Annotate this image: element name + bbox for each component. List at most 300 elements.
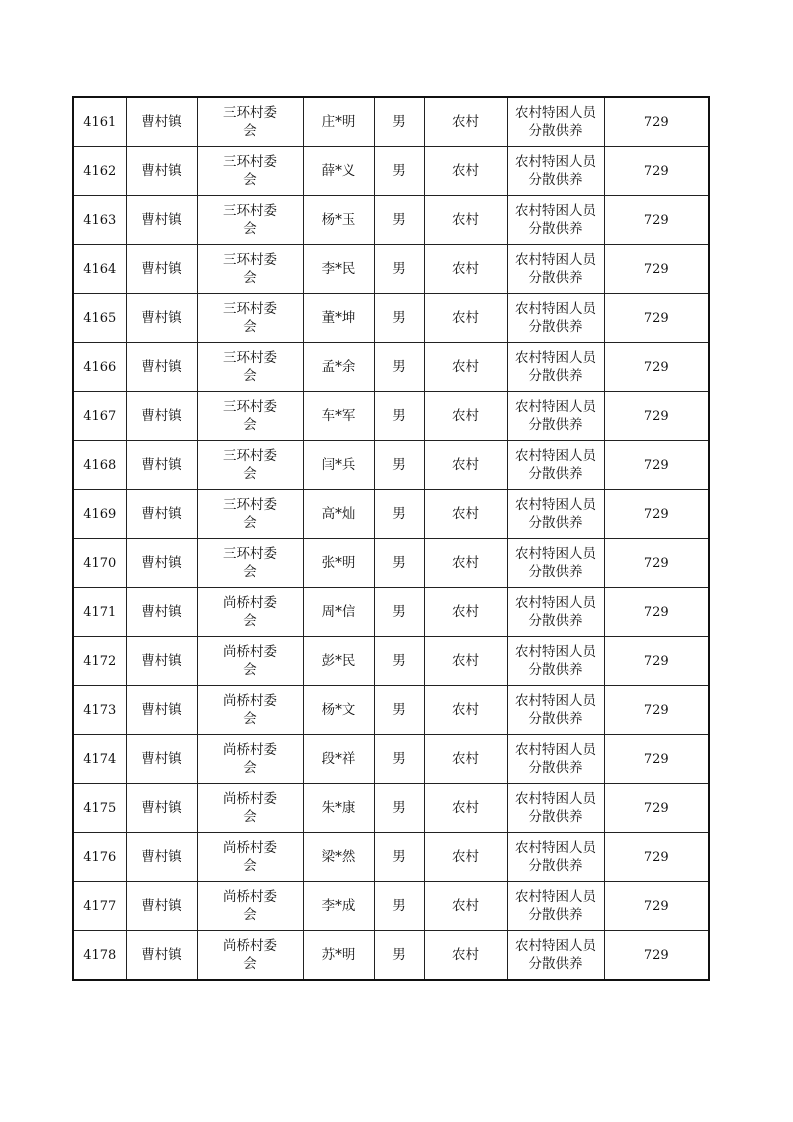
- cell-type: [507, 196, 604, 245]
- table-row: [73, 147, 709, 196]
- cell-id: [73, 392, 126, 441]
- cell-village-text: 尚桥村委会: [223, 644, 277, 678]
- cell-sex-text: 男: [392, 114, 406, 130]
- cell-village-text: 三环村委会: [223, 399, 277, 433]
- cell-village-text: 三环村委会: [223, 350, 277, 384]
- cell-area: [424, 931, 507, 981]
- cell-town: [126, 882, 197, 931]
- cell-village: [197, 735, 303, 784]
- cell-village: [197, 882, 303, 931]
- cell-village: [197, 196, 303, 245]
- cell-village: [197, 147, 303, 196]
- cell-village-text: 三环村委会: [223, 252, 277, 286]
- cell-town-text: 曹村镇: [141, 163, 182, 179]
- cell-type-text: 农村特困人员分散供养: [515, 546, 596, 580]
- cell-village: [197, 686, 303, 735]
- cell-area-text: 农村: [452, 261, 479, 277]
- cell-name: [303, 147, 374, 196]
- cell-town: [126, 588, 197, 637]
- cell-sex: [374, 882, 424, 931]
- cell-town: [126, 294, 197, 343]
- cell-area: [424, 147, 507, 196]
- cell-village: [197, 392, 303, 441]
- cell-town-text: 曹村镇: [141, 212, 182, 228]
- cell-sex-text: 男: [392, 947, 406, 963]
- cell-name-text: 杨*文: [321, 702, 356, 718]
- table-row: [73, 539, 709, 588]
- cell-id-text: 4171: [83, 604, 117, 620]
- cell-village: [197, 637, 303, 686]
- cell-type: [507, 784, 604, 833]
- cell-area: [424, 97, 507, 147]
- cell-amount: [604, 931, 709, 981]
- cell-amount: [604, 147, 709, 196]
- cell-type: [507, 147, 604, 196]
- cell-village: [197, 294, 303, 343]
- table-row: [73, 196, 709, 245]
- cell-village-text: 三环村委会: [223, 203, 277, 237]
- cell-name-text: 董*坤: [321, 310, 356, 326]
- cell-area-text: 农村: [452, 359, 479, 375]
- cell-sex: [374, 931, 424, 981]
- cell-village: [197, 539, 303, 588]
- cell-id-text: 4167: [83, 408, 117, 424]
- cell-town-text: 曹村镇: [141, 261, 182, 277]
- cell-town: [126, 637, 197, 686]
- cell-town: [126, 686, 197, 735]
- cell-name: [303, 931, 374, 981]
- cell-area-text: 农村: [452, 653, 479, 669]
- cell-type: [507, 833, 604, 882]
- cell-amount-text: 729: [643, 800, 669, 816]
- cell-id: [73, 931, 126, 981]
- cell-village-text: 三环村委会: [223, 448, 277, 482]
- table-row: [73, 735, 709, 784]
- cell-town-text: 曹村镇: [141, 653, 182, 669]
- cell-amount-text: 729: [643, 751, 669, 767]
- cell-area-text: 农村: [452, 898, 479, 914]
- cell-name: [303, 294, 374, 343]
- cell-village-text: 三环村委会: [223, 301, 277, 335]
- cell-area: [424, 441, 507, 490]
- cell-amount-text: 729: [643, 359, 669, 375]
- cell-town-text: 曹村镇: [141, 702, 182, 718]
- cell-sex-text: 男: [392, 849, 406, 865]
- cell-sex: [374, 196, 424, 245]
- cell-village: [197, 833, 303, 882]
- cell-town-text: 曹村镇: [141, 604, 182, 620]
- cell-area-text: 农村: [452, 702, 479, 718]
- cell-id: [73, 539, 126, 588]
- cell-town: [126, 833, 197, 882]
- cell-id: [73, 686, 126, 735]
- cell-type: [507, 343, 604, 392]
- cell-town: [126, 196, 197, 245]
- cell-type: [507, 882, 604, 931]
- cell-sex-text: 男: [392, 898, 406, 914]
- cell-sex-text: 男: [392, 506, 406, 522]
- cell-id-text: 4165: [83, 310, 117, 326]
- cell-sex: [374, 441, 424, 490]
- cell-name: [303, 245, 374, 294]
- cell-name: [303, 784, 374, 833]
- cell-village-text: 三环村委会: [223, 105, 277, 139]
- cell-id-text: 4172: [83, 653, 117, 669]
- cell-name: [303, 833, 374, 882]
- cell-amount: [604, 637, 709, 686]
- cell-village: [197, 490, 303, 539]
- cell-name: [303, 735, 374, 784]
- cell-area-text: 农村: [452, 555, 479, 571]
- cell-sex: [374, 637, 424, 686]
- cell-amount: [604, 245, 709, 294]
- cell-name-text: 段*祥: [321, 751, 356, 767]
- cell-town: [126, 931, 197, 981]
- cell-village-text: 三环村委会: [223, 497, 277, 531]
- cell-amount: [604, 539, 709, 588]
- cell-sex: [374, 686, 424, 735]
- cell-amount-text: 729: [643, 506, 669, 522]
- cell-amount: [604, 343, 709, 392]
- cell-town-text: 曹村镇: [141, 457, 182, 473]
- table-row: [73, 294, 709, 343]
- cell-name: [303, 196, 374, 245]
- cell-amount: [604, 196, 709, 245]
- cell-area-text: 农村: [452, 947, 479, 963]
- cell-amount: [604, 441, 709, 490]
- cell-type: [507, 294, 604, 343]
- cell-name: [303, 97, 374, 147]
- cell-town-text: 曹村镇: [141, 800, 182, 816]
- cell-name-text: 孟*余: [321, 359, 356, 375]
- cell-sex: [374, 539, 424, 588]
- cell-sex: [374, 784, 424, 833]
- cell-sex-text: 男: [392, 163, 406, 179]
- cell-sex-text: 男: [392, 702, 406, 718]
- cell-town-text: 曹村镇: [141, 849, 182, 865]
- cell-area-text: 农村: [452, 457, 479, 473]
- cell-town-text: 曹村镇: [141, 310, 182, 326]
- cell-type-text: 农村特困人员分散供养: [515, 644, 596, 678]
- cell-id-text: 4170: [83, 555, 117, 571]
- cell-id-text: 4166: [83, 359, 117, 375]
- cell-amount-text: 729: [643, 310, 669, 326]
- cell-name-text: 朱*康: [321, 800, 356, 816]
- cell-sex: [374, 735, 424, 784]
- table-row: [73, 441, 709, 490]
- cell-town: [126, 735, 197, 784]
- cell-name: [303, 441, 374, 490]
- cell-name-text: 梁*然: [321, 849, 356, 865]
- cell-amount-text: 729: [643, 604, 669, 620]
- cell-sex: [374, 294, 424, 343]
- cell-type-text: 农村特困人员分散供养: [515, 301, 596, 335]
- cell-area: [424, 588, 507, 637]
- cell-id: [73, 784, 126, 833]
- cell-town: [126, 539, 197, 588]
- cell-area: [424, 490, 507, 539]
- cell-town: [126, 97, 197, 147]
- cell-area-text: 农村: [452, 408, 479, 424]
- cell-sex: [374, 97, 424, 147]
- cell-village-text: 尚桥村委会: [223, 595, 277, 629]
- cell-amount: [604, 686, 709, 735]
- cell-village-text: 尚桥村委会: [223, 742, 277, 776]
- cell-village: [197, 97, 303, 147]
- cell-id: [73, 245, 126, 294]
- cell-area: [424, 245, 507, 294]
- cell-sex: [374, 490, 424, 539]
- cell-type-text: 农村特困人员分散供养: [515, 105, 596, 139]
- table-row: [73, 833, 709, 882]
- cell-sex-text: 男: [392, 261, 406, 277]
- cell-village: [197, 245, 303, 294]
- cell-sex-text: 男: [392, 555, 406, 571]
- cell-area-text: 农村: [452, 114, 479, 130]
- cell-type: [507, 441, 604, 490]
- cell-type-text: 农村特困人员分散供养: [515, 252, 596, 286]
- cell-name: [303, 637, 374, 686]
- cell-area-text: 农村: [452, 604, 479, 620]
- cell-name: [303, 539, 374, 588]
- cell-type-text: 农村特困人员分散供养: [515, 399, 596, 433]
- cell-id: [73, 441, 126, 490]
- cell-name-text: 张*明: [321, 555, 356, 571]
- cell-area-text: 农村: [452, 506, 479, 522]
- cell-town-text: 曹村镇: [141, 947, 182, 963]
- cell-type: [507, 245, 604, 294]
- cell-id: [73, 637, 126, 686]
- cell-type: [507, 735, 604, 784]
- cell-sex: [374, 833, 424, 882]
- cell-name: [303, 392, 374, 441]
- cell-village: [197, 784, 303, 833]
- cell-amount-text: 729: [643, 653, 669, 669]
- cell-id-text: 4176: [83, 849, 117, 865]
- cell-town: [126, 441, 197, 490]
- cell-id-text: 4169: [83, 506, 117, 522]
- cell-village-text: 三环村委会: [223, 154, 277, 188]
- cell-town: [126, 784, 197, 833]
- cell-town-text: 曹村镇: [141, 506, 182, 522]
- table-row: [73, 490, 709, 539]
- cell-sex-text: 男: [392, 359, 406, 375]
- table-body: [73, 97, 709, 980]
- cell-amount: [604, 833, 709, 882]
- table-row: [73, 392, 709, 441]
- cell-sex-text: 男: [392, 751, 406, 767]
- cell-id-text: 4161: [83, 114, 117, 130]
- cell-town-text: 曹村镇: [141, 898, 182, 914]
- cell-town-text: 曹村镇: [141, 114, 182, 130]
- cell-id: [73, 735, 126, 784]
- cell-type-text: 农村特困人员分散供养: [515, 840, 596, 874]
- cell-area: [424, 294, 507, 343]
- cell-village-text: 尚桥村委会: [223, 693, 277, 727]
- cell-town-text: 曹村镇: [141, 359, 182, 375]
- cell-sex-text: 男: [392, 457, 406, 473]
- cell-name-text: 周*信: [321, 604, 356, 620]
- cell-town-text: 曹村镇: [141, 751, 182, 767]
- cell-village: [197, 343, 303, 392]
- cell-name-text: 车*军: [321, 408, 356, 424]
- cell-area-text: 农村: [452, 849, 479, 865]
- cell-type: [507, 97, 604, 147]
- table-row: [73, 882, 709, 931]
- table-row: [73, 588, 709, 637]
- cell-amount-text: 729: [643, 408, 669, 424]
- cell-amount: [604, 392, 709, 441]
- cell-sex-text: 男: [392, 408, 406, 424]
- cell-name-text: 高*灿: [321, 506, 356, 522]
- cell-town-text: 曹村镇: [141, 408, 182, 424]
- cell-sex-text: 男: [392, 800, 406, 816]
- cell-id-text: 4174: [83, 751, 117, 767]
- cell-name: [303, 343, 374, 392]
- cell-type: [507, 931, 604, 981]
- cell-id: [73, 147, 126, 196]
- cell-name-text: 杨*玉: [321, 212, 356, 228]
- cell-id-text: 4168: [83, 457, 117, 473]
- cell-name-text: 李*民: [321, 261, 356, 277]
- cell-type-text: 农村特困人员分散供养: [515, 203, 596, 237]
- cell-amount: [604, 588, 709, 637]
- cell-id: [73, 490, 126, 539]
- cell-sex: [374, 392, 424, 441]
- cell-sex: [374, 588, 424, 637]
- cell-id: [73, 196, 126, 245]
- cell-name: [303, 490, 374, 539]
- cell-area-text: 农村: [452, 310, 479, 326]
- cell-area: [424, 735, 507, 784]
- table-row: [73, 97, 709, 147]
- cell-area: [424, 637, 507, 686]
- cell-amount-text: 729: [643, 457, 669, 473]
- cell-amount: [604, 735, 709, 784]
- cell-amount-text: 729: [643, 555, 669, 571]
- cell-area-text: 农村: [452, 800, 479, 816]
- cell-name-text: 薛*义: [321, 163, 356, 179]
- cell-amount: [604, 294, 709, 343]
- cell-village: [197, 931, 303, 981]
- cell-id-text: 4173: [83, 702, 117, 718]
- table-row: [73, 343, 709, 392]
- cell-type-text: 农村特困人员分散供养: [515, 154, 596, 188]
- table-row: [73, 931, 709, 981]
- cell-village: [197, 441, 303, 490]
- cell-sex: [374, 245, 424, 294]
- cell-area-text: 农村: [452, 751, 479, 767]
- cell-type-text: 农村特困人员分散供养: [515, 938, 596, 972]
- cell-type: [507, 686, 604, 735]
- cell-name-text: 庄*明: [321, 114, 356, 130]
- cell-type: [507, 539, 604, 588]
- cell-amount-text: 729: [643, 947, 669, 963]
- cell-area: [424, 686, 507, 735]
- cell-name: [303, 686, 374, 735]
- cell-area-text: 农村: [452, 212, 479, 228]
- cell-village-text: 尚桥村委会: [223, 889, 277, 923]
- cell-name-text: 闫*兵: [321, 457, 356, 473]
- cell-type: [507, 637, 604, 686]
- cell-sex-text: 男: [392, 653, 406, 669]
- cell-sex-text: 男: [392, 310, 406, 326]
- cell-village-text: 尚桥村委会: [223, 840, 277, 874]
- cell-amount-text: 729: [643, 898, 669, 914]
- cell-id-text: 4164: [83, 261, 117, 277]
- cell-type-text: 农村特困人员分散供养: [515, 497, 596, 531]
- cell-amount-text: 729: [643, 212, 669, 228]
- cell-id: [73, 882, 126, 931]
- cell-id: [73, 343, 126, 392]
- table-row: [73, 686, 709, 735]
- cell-area: [424, 784, 507, 833]
- cell-area: [424, 539, 507, 588]
- cell-id-text: 4175: [83, 800, 117, 816]
- cell-village-text: 三环村委会: [223, 546, 277, 580]
- cell-id: [73, 833, 126, 882]
- cell-town: [126, 343, 197, 392]
- cell-sex-text: 男: [392, 604, 406, 620]
- cell-town: [126, 245, 197, 294]
- cell-amount-text: 729: [643, 261, 669, 277]
- cell-type-text: 农村特困人员分散供养: [515, 350, 596, 384]
- cell-type-text: 农村特困人员分散供养: [515, 791, 596, 825]
- cell-amount: [604, 784, 709, 833]
- cell-id: [73, 588, 126, 637]
- cell-type-text: 农村特困人员分散供养: [515, 448, 596, 482]
- cell-amount: [604, 97, 709, 147]
- cell-town-text: 曹村镇: [141, 555, 182, 571]
- cell-id-text: 4162: [83, 163, 117, 179]
- cell-type: [507, 392, 604, 441]
- cell-name-text: 苏*明: [321, 947, 356, 963]
- cell-amount: [604, 882, 709, 931]
- cell-type: [507, 490, 604, 539]
- cell-village: [197, 588, 303, 637]
- table-row: [73, 637, 709, 686]
- cell-type-text: 农村特困人员分散供养: [515, 693, 596, 727]
- cell-id-text: 4178: [83, 947, 117, 963]
- cell-sex-text: 男: [392, 212, 406, 228]
- cell-sex: [374, 147, 424, 196]
- cell-area: [424, 196, 507, 245]
- cell-sex: [374, 343, 424, 392]
- cell-id: [73, 294, 126, 343]
- cell-village-text: 尚桥村委会: [223, 791, 277, 825]
- cell-amount: [604, 490, 709, 539]
- table-row: [73, 784, 709, 833]
- cell-name-text: 彭*民: [321, 653, 356, 669]
- cell-area: [424, 833, 507, 882]
- cell-name: [303, 588, 374, 637]
- table-row: [73, 245, 709, 294]
- cell-id-text: 4163: [83, 212, 117, 228]
- cell-amount-text: 729: [643, 702, 669, 718]
- cell-village-text: 尚桥村委会: [223, 938, 277, 972]
- cell-amount-text: 729: [643, 849, 669, 865]
- cell-area-text: 农村: [452, 163, 479, 179]
- cell-name: [303, 882, 374, 931]
- cell-type: [507, 588, 604, 637]
- cell-amount-text: 729: [643, 114, 669, 130]
- cell-id-text: 4177: [83, 898, 117, 914]
- beneficiary-table: [72, 96, 710, 981]
- cell-area: [424, 343, 507, 392]
- cell-area: [424, 882, 507, 931]
- cell-area: [424, 392, 507, 441]
- cell-type-text: 农村特困人员分散供养: [515, 595, 596, 629]
